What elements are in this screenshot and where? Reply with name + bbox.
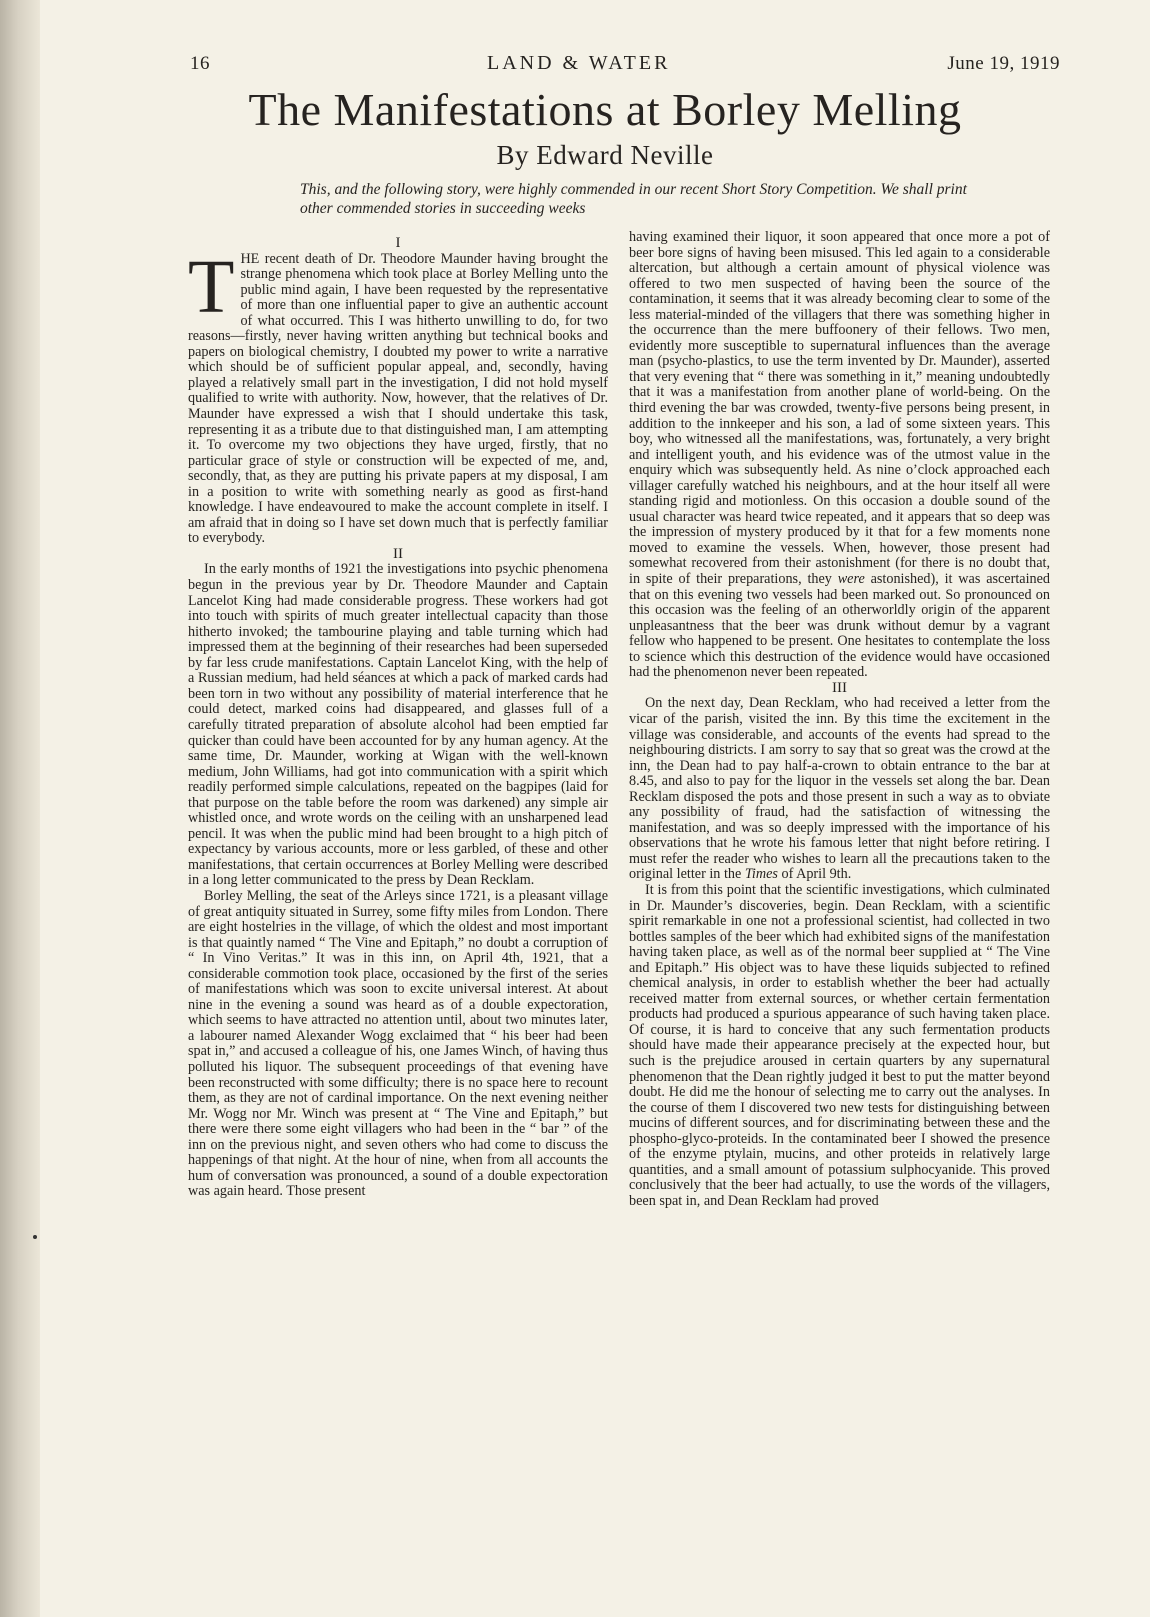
publication-name: LAND & WATER	[487, 52, 671, 74]
emphasis-times: Times	[744, 866, 778, 883]
issue-date: June 19, 1919	[947, 53, 1060, 74]
section-2-paragraph-continued	[629, 230, 1050, 681]
margin-mark	[33, 1235, 37, 1239]
editor-note: This, and the following story, were highly commended in our recent Short Story Competition. We shall print other commended stories in succeeding weeks	[300, 181, 967, 217]
drop-cap: T	[188, 244, 235, 329]
emphasis-were: were	[837, 571, 865, 588]
section-3-para-1-text: On the next day, Dean Recklam, who had received a letter from the vicar of the parish, visited the inn. By this time the excitement in the village was considerable, and accounts of the events had spread to the neighbouring districts. I am sorry to say that so great was the crowd at the inn, the Dean had to pay half-a-crown to obtain entrance to the bar at 8.45, and also to pay for the liquor in the vessels set along the bar. Dean Recklam disposed the pots and those present in such a way as to obviate any possibility of fraud, had the satisfaction of witnessing the manifestation, and was so deeply impressed with the importance of his observations that he wrote his famous letter that night before retiring. I must refer the reader who wishes to learn all the precautions taken to the original letter in the	[629, 695, 1050, 883]
section-heading-1: I	[395, 235, 401, 251]
section-3-paragraph-2: It is from this point that the scientific investigations, which culminated in Dr. Maunder’s discoveries, begin. Dean Recklam, with a scientific spirit remarkable in one not a professional scientist, had collected in two bottles samples of the beer which had exhibited signs of the manifestation having taken place, as well as of the normal beer supplied at “ The Vine and Epitaph.” His object was to have these liquids subjected to refined chemical analysis, in order to establish whether the beer had actually received matter from external sources, or whether certain fermentation products had produced a spurious appearance of such having taken place. Of course, it is hard to conceive that any such fermentation products should have made their appearance precisely at the expected hour, but such is the prejudice aroused in certain quarters by any supernatural phenomenon that the Dean rightly judged it best to put the matter beyond doubt. He did me the honour of selecting me to carry out the analyses. In the course of them I discovered two new tests for distinguishing between mucins of different sources, and for discriminating between these and the phospho-glyco-proteids. In the contaminated beer I showed the presence of the enzyme ptylain, mucins, and other proteids in relatively large quantities, and a small amount of potassium sulphocyanide. This proved conclusively that the beer had actually, to use the words of the villagers, been spat in, and Dean Recklam had proved	[629, 881, 1050, 1209]
section-1-paragraph-text: HE recent death of Dr. Theodore Maunder having brought the strange phenomena which took place at Borley Melling unto the public mind again, I have been requested by the representative of more than one influential paper to give an authentic account of what occurred. This I was hitherto unwilling to do, for two reasons—firstly, never having written anything but technical books and papers on biological chemistry, I doubted my power to write a narrative which should be of sufficient popular appeal, and, secondly, having played a relatively small part in the investigation, I did not hold myself qualified to write with authority. Now, however, that the relatives of Dr. Maunder have expressed a wish that I should undertake this task, representing it as a tribute due to that distinguished man, I am attempting it. To overcome my two objections they have urged, firstly, that no particular grace of style or construction will be expected of me, and, secondly, that, as they are putting his private papers at my disposal, I am in a position to write with something nearly as good as first-hand knowledge. I have endeavoured to make the account complete in itself. I am afraid that in doing so I have set down much that is perfectly familiar to everybody.	[188, 250, 608, 547]
running-header	[190, 52, 1060, 80]
section-3-paragraph-1	[629, 696, 1050, 883]
article-title: The Manifestations at Borley Melling	[248, 84, 962, 135]
text-column-right	[629, 230, 1050, 1209]
section-heading-2: II	[393, 545, 403, 562]
page-number: 16	[190, 53, 210, 74]
text-column-left	[188, 236, 608, 1200]
section-heading-3: III	[832, 679, 847, 696]
section-1-paragraph	[188, 244, 608, 547]
section-2-paragraph-2: Borley Melling, the seat of the Arleys since 1721, is a pleasant village of great antiquity situated in Surrey, some fifty miles from London. There are eight hostelries in the village, of which the oldest and most important is that quaintly named “ The Vine and Epitaph,” no doubt a corruption of “ In Vino Veritas.” It was in this inn, on April 4th, 1921, that a considerable commotion took place, occasioned by the first of the series of manifestations which was soon to excite universal interest. At about nine in the evening a sound was heard as of a double expectoration, which seems to have attracted no attention until, about two minutes later, a labourer named Alexander Wogg exclaimed that “ his beer had been spat in,” and accused a colleague of his, one James Winch, of having thus polluted his liquor. The subsequent proceedings of that evening have been reconstructed with some difficulty; there is no space here to recount them, as they are not of cardinal importance. On the next evening neither Mr. Wogg nor Mr. Winch was present at “ The Vine and Epitaph,” but there were there some eight villagers who had been in the “ bar ” of the inn on the previous night, and seven others who had come to discuss the happenings of that night. At the hour of nine, when from all accounts the hum of conversation was pronounced, a sound of a double expectoration was again heard. Those present	[188, 887, 608, 1200]
page-binding-shadow	[0, 0, 40, 1617]
section-2-continued-tail: astonished), it was ascertained that on this evening two vessels had been marked out. So pronounced on this occasion was the feeling of an otherworldly origin of the apparent unpleasantness that the beer was drunk without demur by a vagrant fellow who happened to be present. One hesitates to contemplate the loss to science which this destruction of the evidence would have occasioned had the phenomenon never been repeated.	[629, 571, 1050, 681]
section-2-continued-text: having examined their liquor, it soon appeared that once more a pot of beer bore signs of having been misused. This led again to a considerable altercation, but although a certain amount of physical violence was offered to two men suspected of having been the source of the contamination, it seems that it was already becoming clear to some of the less material-minded of the villagers that there was something higher in the occurrence than the mere buffoonery of their fellows. Two men, evidently more susceptible to supernatural influences than the average man (psycho-plastics, to use the term invented by Dr. Maunder), asserted that very evening that “ there was something in it,” meaning undoubtedly that it was a manifestation from another plane of world-being. On the third evening the bar was crowded, twenty-five persons being present, in addition to the innkeeper and his son, a lad of some sixteen years. This boy, who witnessed all the manifestations, was, fortunately, a very bright and intelligent youth, and his evidence was of the utmost value in the enquiry which was subsequently held. As nine o’clock approached each villager carefully watched his neighbours, and at the hour itself all were standing rigid and motionless. On this occasion a double sound of the usual character was heard twice repeated, and it appears that so deep was the impression of mystery produced by it that for a few moments none moved to examine the vessels. When, however, those present had somewhat recovered from their astonishment (for there is no doubt that, in spite of their preparations, they	[629, 229, 1050, 588]
section-2-paragraph-1: In the early months of 1921 the investigations into psychic phenomena begun in the previous year by Dr. Theodore Maunder and Captain Lancelot King had made considerable progress. These workers had got into touch with spirits of much greater intellectual capacity than those hitherto invoked; the tambourine playing and table turning which had impressed them at the beginning of their researches had been superseded by far less crude manifestations. Captain Lancelot King, with the help of a Russian medium, had held séances at which a pack of marked cards had been torn in two without any possibility of material interference that he could detect, marked coins had disappeared, and glasses full of a carefully titrated preparation of absolute alcohol had been emptied far quicker than could have been accounted for by any human agency. At the same time, Dr. Maunder, working at Wigan with the well-known medium, John Williams, had got into communication with a spirit which readily performed simple calculations, repeated on the bagpipes (laid for that purpose on the table before the room was darkened) any simple air whistled once, and wrote words on the ceiling with an unsharpened lead pencil. It was when the public mind had been brought to a high pitch of expectancy by various accounts, more or less garbled, of these and other manifestations, that certain occurrences at Borley Melling were described in a long letter communicated to the press by Dean Recklam.	[188, 561, 608, 889]
article-byline: By Edward Neville	[496, 140, 714, 170]
section-3-para-1-tail: of April 9th.	[781, 866, 852, 883]
